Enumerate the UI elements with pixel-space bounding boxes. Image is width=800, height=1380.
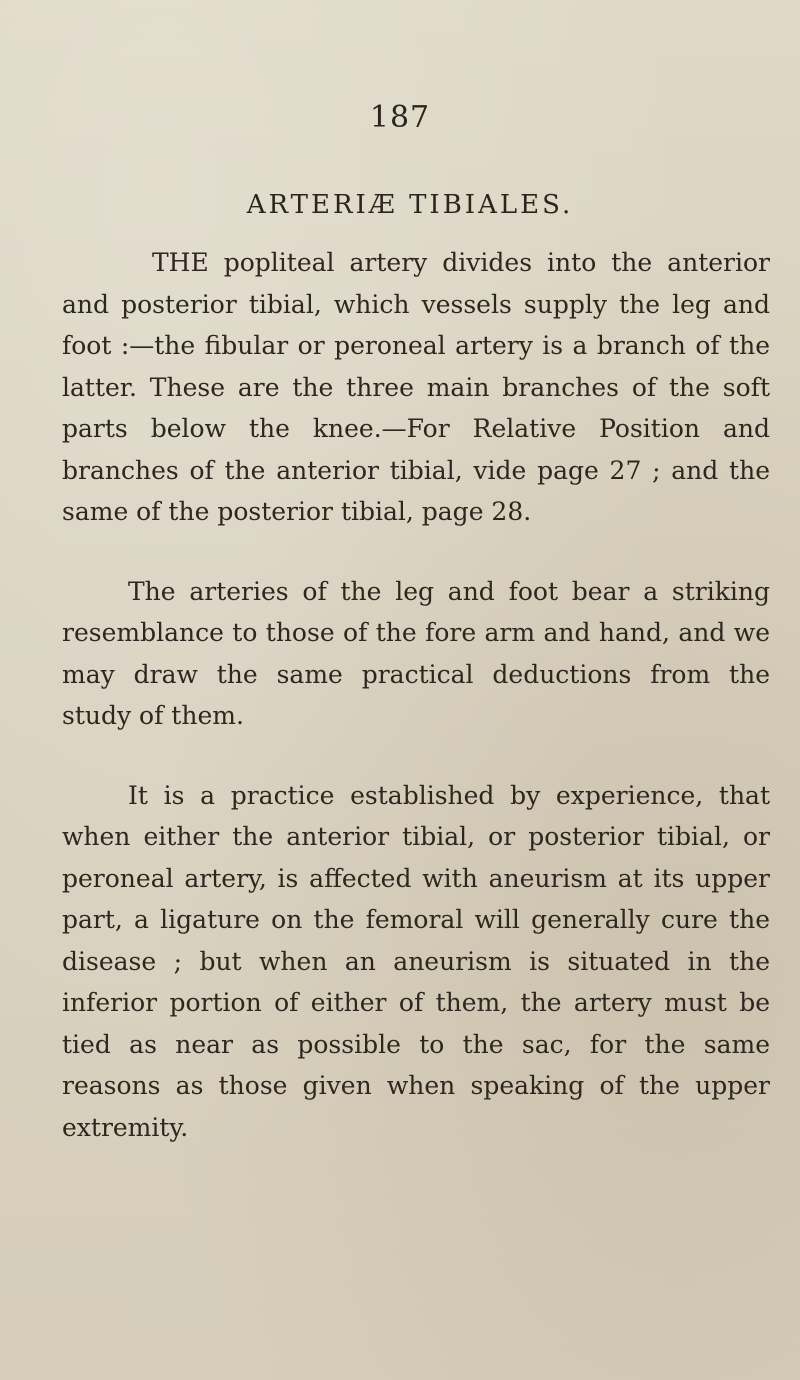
paragraph-3: It is a practice established by experience, that when either the anterior tibial, or posterior tibial, or peroneal artery, is affected with aneurism at its upper part, a ligature on the femoral will generally cure the disease ; but when an aneurism is situated in the inferior portion of either of them, the artery must be tied as near as possible to the sac, for the same reasons as those given when speaking of the upper extremity. [62, 780, 770, 1142]
paragraph-1: THE popliteal artery divides into the anterior and posterior tibial, which vessels supply the leg and foot :—the fibular or peroneal artery is a branch of the latter. These are the three main branches of the soft parts below the knee.—For Relative Position and branches of the anterior tibial, vide page 27 ; and the same of the posterior tibial, page 28. [62, 248, 770, 526]
section-heading: ARTERIÆ TIBIALES. [246, 190, 574, 220]
body-text [62, 242, 770, 1148]
page-number: 187 [369, 100, 431, 135]
paragraph-2: The arteries of the leg and foot bear a striking resemblance to those of the fore arm and hand, and we may draw the same practical deductions from the study of them. [62, 576, 770, 730]
